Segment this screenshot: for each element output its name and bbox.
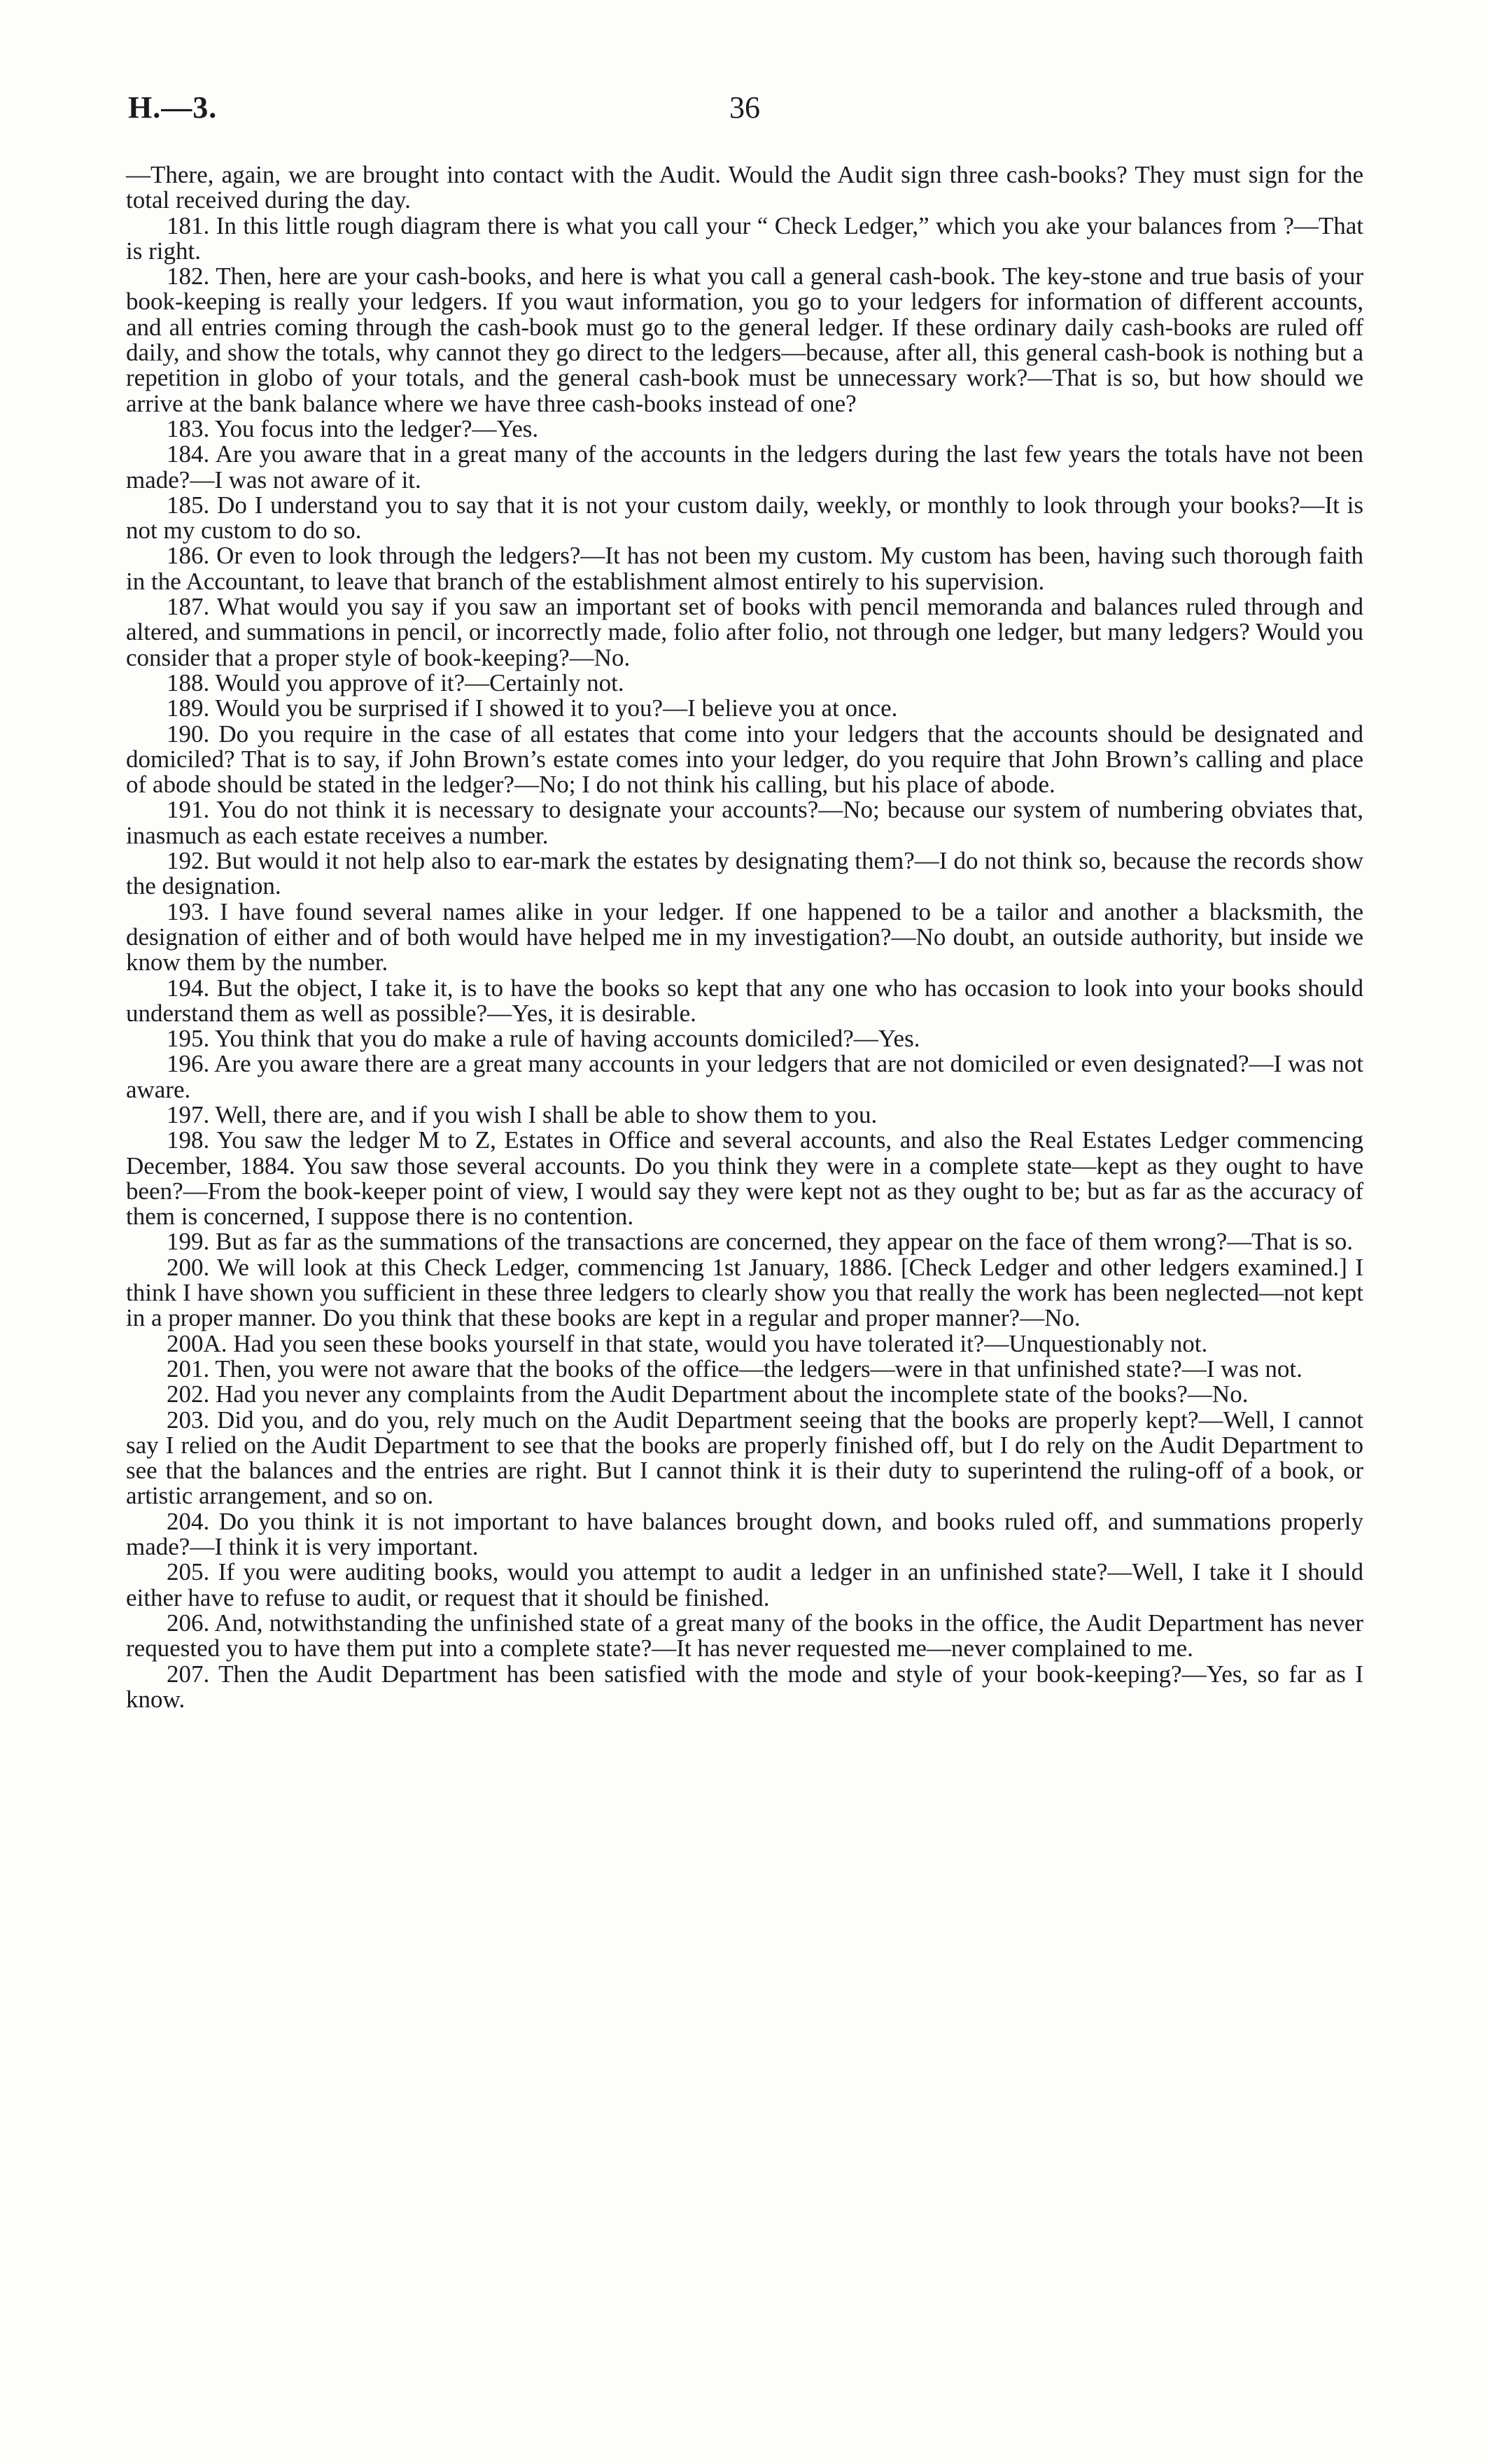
series-code: H.—3. bbox=[128, 90, 218, 125]
paragraph-190: 190. Do you require in the case of all estates that come into your ledgers that the accounts should be designated and domiciled? That is to say, if John Brown’s estate comes into your ledger, do you require that John Brown’s calling and place of abode should be stated in the ledger?—No; I do not think his calling, but his place of abode. bbox=[126, 720, 1363, 799]
paragraph-195: 195. You think that you do make a rule of having accounts domiciled?—Yes. bbox=[167, 1025, 920, 1053]
paragraph-186: 186. Or even to look through the ledgers?—It has not been my custom. My custom has been, having such thorough faith in the Accountant, to leave that branch of the establishment almost entirely to his supervision. bbox=[126, 542, 1363, 595]
paragraph-196: 196. Are you aware there are a great many accounts in your ledgers that are not domiciled or even designated?—I was not aware. bbox=[126, 1050, 1363, 1103]
paragraph-192: 192. But would it not help also to ear-mark the estates by designating them?—I do not think so, because the records show the designation. bbox=[126, 847, 1363, 900]
paragraph-207: 207. Then the Audit Department has been satisfied with the mode and style of your book-keeping?—Yes, so far as I know. bbox=[126, 1660, 1363, 1713]
paragraph-205: 205. If you were auditing books, would you attempt to audit a ledger in an unfinished state?—Well, I take it I should either have to refuse to audit, or request that it should be finished. bbox=[126, 1558, 1363, 1611]
paragraph-200a: 200A. Had you seen these books yourself in that state, would you have tolerated it?—Unquestionably not. bbox=[167, 1329, 1208, 1357]
paragraph-187: 187. What would you say if you saw an important set of books with pencil memoranda and balances ruled through and altered, and summations in pencil, or incorrectly made, folio after folio, not through one ledger, but many ledgers? Would you consider that a proper style of book-keeping?—No. bbox=[126, 593, 1363, 671]
paragraph-204: 204. Do you think it is not important to have balances brought down, and books ruled off, and summations properly made?—I think it is very important. bbox=[126, 1507, 1363, 1561]
paragraph-194: 194. But the object, I take it, is to have the books so kept that any one who has occasion to look into your books should understand them as well as possible?—Yes, it is desirable. bbox=[126, 974, 1363, 1027]
paragraph-183: 183. You focus into the ledger?—Yes. bbox=[167, 414, 539, 442]
paragraph-198: 198. You saw the ledger M to Z, Estates in Office and several accounts, and also the Real Estates Ledger commencing December, 1884. You saw those several accounts. Do you think they were in a complete state—kept as they ought to have been?—From the book-keeper point of view, I would say they were kept not as they ought to be; but as far as the accuracy of them is concerned, I suppose there is no contention. bbox=[126, 1126, 1363, 1231]
page-number: 36 bbox=[729, 90, 760, 125]
paragraph-206: 206. And, notwithstanding the unfinished state of a great many of the books in the office, the Audit Department has never requested you to have them put into a complete state?—It has never requested me—never complained to me. bbox=[126, 1609, 1363, 1662]
paragraph-continuation: —There, again, we are brought into contact with the Audit. Would the Audit sign three cash-books? They must sign for the total received during the day. bbox=[126, 161, 1363, 214]
paragraph-200: 200. We will look at this Check Ledger, commencing 1st January, 1886. [Check Ledger and other ledgers examined.] I think I have shown you sufficient in these three ledgers to clearly show you that really the work has been neglected—not kept in a proper manner. Do you think that these books are kept in a regular and proper manner?—No. bbox=[126, 1253, 1363, 1332]
paragraph-201: 201. Then, you were not aware that the books of the office—the ledgers—were in that unfinished state?—I was not. bbox=[167, 1354, 1303, 1382]
paragraph-199: 199. But as far as the summations of the transactions are concerned, they appear on the face of them wrong?—That is so. bbox=[167, 1228, 1354, 1256]
paragraph-184: 184. Are you aware that in a great many of the accounts in the ledgers during the last few years the totals have not been made?—I was not aware of it. bbox=[126, 440, 1363, 493]
document-body bbox=[126, 162, 1363, 1712]
page-header bbox=[128, 90, 1361, 139]
paragraph-203: 203. Did you, and do you, rely much on the Audit Department seeing that the books are properly kept?—Well, I cannot say I relied on the Audit Department to see that the books are properly finished off, but I do rely on the Audit Department to see that the balances and the entries are right. But I cannot think it is their duty to superintend the ruling-off of a book, or artistic arrangement, and so on. bbox=[126, 1406, 1363, 1510]
paragraph-191: 191. You do not think it is necessary to designate your accounts?—No; because our system of numbering obviates that, inasmuch as each estate receives a number. bbox=[126, 796, 1363, 849]
paragraph-197: 197. Well, there are, and if you wish I shall be able to show them to you. bbox=[167, 1100, 878, 1128]
paragraph-182: 182. Then, here are your cash-books, and here is what you call a general cash-book. The key-stone and true basis of your book-keeping is really your ledgers. If you waut information, you go to your ledgers for information of different accounts, and all entries coming through the cash-book must go to the general ledger. If these ordinary daily cash-books are ruled off daily, and show the totals, why cannot they go direct to the ledgers—because, after all, this general cash-book is nothing but a repetition in globo of your totals, and the general cash-book must be unnecessary work?—That is so, but how should we arrive at the bank balance where we have three cash-books instead of one? bbox=[126, 262, 1363, 417]
paragraph-181: 181. In this little rough diagram there is what you call your “ Check Ledger,” which you ake your balances from ?—That is right. bbox=[126, 211, 1363, 265]
paragraph-193: 193. I have found several names alike in your ledger. If one happened to be a tailor and another a blacksmith, the designation of either and of both would have helped me in my investigation?—No doubt, an outside authority, but inside we know them by the number. bbox=[126, 897, 1363, 976]
paragraph-189: 189. Would you be surprised if I showed it to you?—I believe you at once. bbox=[167, 694, 898, 722]
paragraph-202: 202. Had you never any complaints from the Audit Department about the incomplete state of the books?—No. bbox=[167, 1380, 1249, 1408]
paragraph-188: 188. Would you approve of it?—Certainly not. bbox=[167, 668, 624, 696]
paragraph-185: 185. Do I understand you to say that it is not your custom daily, weekly, or monthly to look through your books?—It is not my custom to do so. bbox=[126, 491, 1363, 545]
